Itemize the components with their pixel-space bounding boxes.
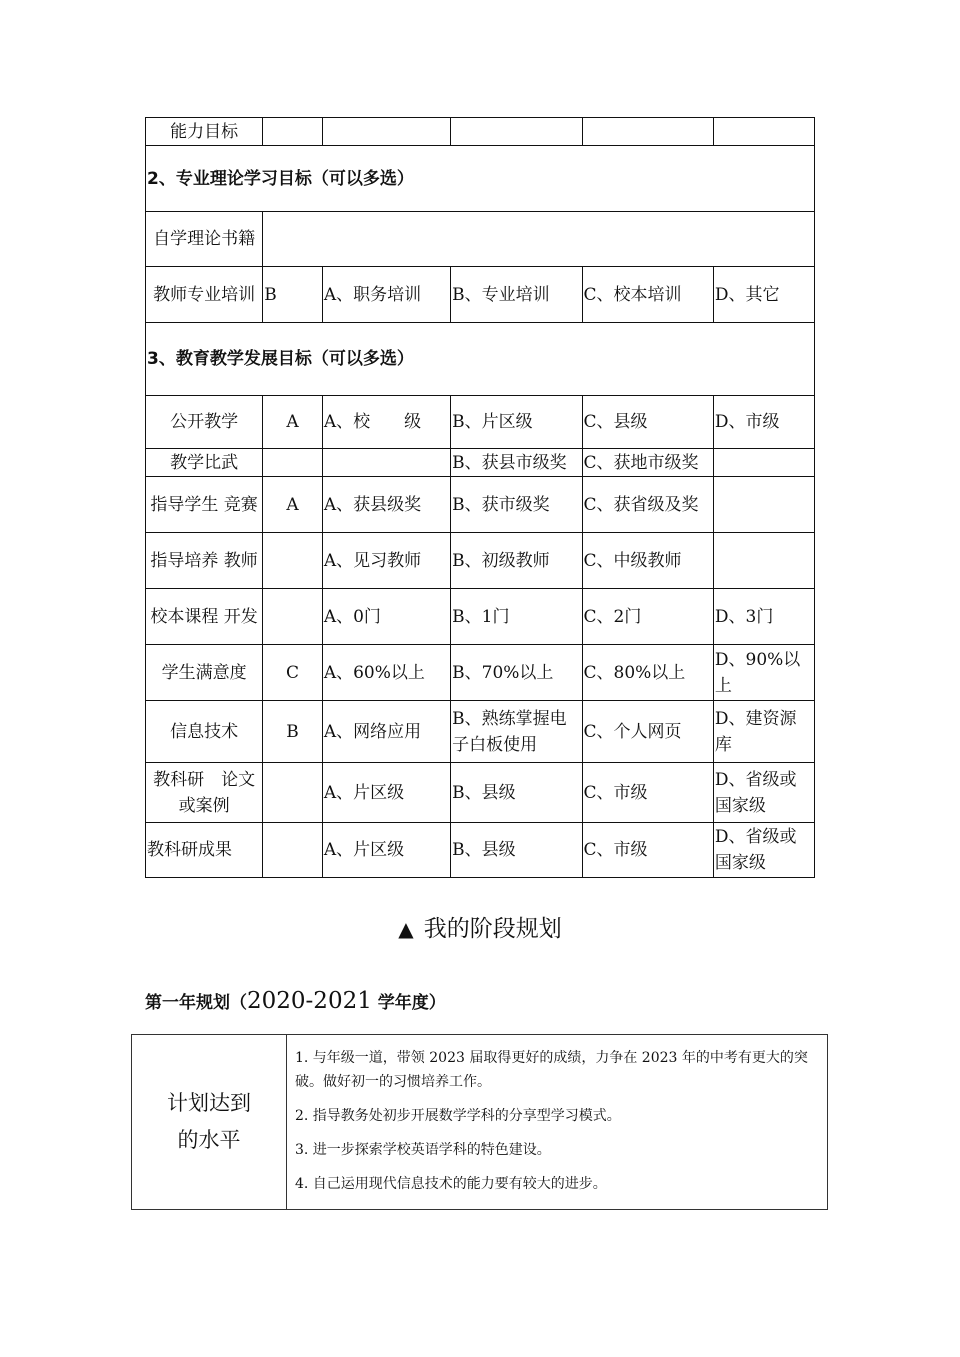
option-cell: B、获县市级奖 — [451, 449, 582, 477]
row-label: 校本课程 开发 — [146, 589, 263, 645]
table-row — [146, 701, 815, 763]
row-label: 教师专业培训 — [146, 267, 263, 323]
option-cell: B、获市级奖 — [451, 477, 582, 533]
option-cell: A、获县级奖 — [322, 477, 450, 533]
row-label: 自学理论书籍 — [146, 212, 263, 267]
option-cell: C、个人网页 — [582, 701, 713, 763]
selected-cell — [263, 763, 323, 823]
option-cell: B、片区级 — [451, 396, 582, 449]
plan-item: 3. 进一步探索学校英语学科的特色建设。 — [295, 1142, 551, 1158]
table-row — [146, 449, 815, 477]
option-cell: A、校 级 — [322, 396, 450, 449]
table-row — [146, 823, 815, 878]
option-cell — [713, 449, 814, 477]
section-row — [146, 146, 815, 212]
option-cell: A、职务培训 — [322, 267, 450, 323]
option-cell: D、建资源库 — [713, 701, 814, 763]
option-cell: A、片区级 — [322, 823, 450, 878]
option-cell: A、网络应用 — [322, 701, 450, 763]
first-year-heading — [145, 988, 446, 1014]
option-cell: A、见习教师 — [322, 533, 450, 589]
plan-items — [287, 1035, 828, 1210]
option-cell: B、1门 — [451, 589, 582, 645]
option-cell: A、片区级 — [322, 763, 450, 823]
option-cell: B、县级 — [451, 823, 582, 878]
table-row — [146, 396, 815, 449]
section-title: 2、专业理论学习目标（可以多选） — [146, 146, 815, 212]
option-cell: C、市级 — [582, 763, 713, 823]
development-goals-table — [145, 117, 815, 878]
selected-cell: B — [263, 267, 323, 323]
option-cell: B、县级 — [451, 763, 582, 823]
option-cell — [582, 118, 713, 146]
row-label: 教学比武 — [146, 449, 263, 477]
selected-cell — [263, 118, 323, 146]
stage-plan-heading — [0, 910, 960, 943]
option-cell: C、获地市级奖 — [582, 449, 713, 477]
table-row — [146, 267, 815, 323]
table-row — [146, 589, 815, 645]
option-cell — [713, 477, 814, 533]
table-row — [146, 763, 815, 823]
selected-cell: B — [263, 701, 323, 763]
triangle-up-icon: ▲ — [398, 917, 414, 941]
section-title: 3、教育教学发展目标（可以多选） — [146, 323, 815, 396]
selected-cell — [263, 449, 323, 477]
row-label: 教科研 论文或案例 — [146, 763, 263, 823]
option-cell — [322, 118, 450, 146]
option-cell: C、中级教师 — [582, 533, 713, 589]
table-row — [146, 533, 815, 589]
option-cell: D、90%以上 — [713, 645, 814, 701]
option-cell — [322, 449, 450, 477]
option-cell: D、市级 — [713, 396, 814, 449]
option-cell: B、熟练掌握电子白板使用 — [451, 701, 582, 763]
option-cell: D、其它 — [713, 267, 814, 323]
first-year-suffix: 学年度） — [371, 993, 446, 1013]
section-row — [146, 323, 815, 396]
row-label: 公开教学 — [146, 396, 263, 449]
row-label: 教科研成果 — [146, 823, 263, 878]
table-row — [146, 477, 815, 533]
table-row — [146, 645, 815, 701]
option-cell: C、80%以上 — [582, 645, 713, 701]
selected-cell: C — [263, 645, 323, 701]
selected-cell — [263, 823, 323, 878]
row-label: 能力目标 — [146, 118, 263, 146]
option-cell: D、3门 — [713, 589, 814, 645]
selected-cell — [263, 589, 323, 645]
table-row — [132, 1035, 828, 1210]
table-row — [146, 212, 815, 267]
option-cell: B、初级教师 — [451, 533, 582, 589]
plan-item: 4. 自己运用现代信息技术的能力要有较大的进步。 — [295, 1176, 607, 1192]
row-label: 指导学生 竞赛 — [146, 477, 263, 533]
option-cell: A、0门 — [322, 589, 450, 645]
option-cell: C、校本培训 — [582, 267, 713, 323]
answer-cell — [263, 212, 815, 267]
plan-item: 1. 与年级一道，带领 2023 届取得更好的成绩，力争在 2023 年的中考有更大的突破。做好初一的习惯培养工作。 — [295, 1050, 808, 1090]
row-label: 信息技术 — [146, 701, 263, 763]
option-cell: C、获省级及奖 — [582, 477, 713, 533]
row-label: 指导培养 教师 — [146, 533, 263, 589]
option-cell: B、70%以上 — [451, 645, 582, 701]
option-cell: C、县级 — [582, 396, 713, 449]
first-year-prefix: 第一年规划（ — [145, 993, 247, 1013]
first-year-plan-table — [131, 1034, 828, 1210]
option-cell — [713, 533, 814, 589]
option-cell: B、专业培训 — [451, 267, 582, 323]
option-cell — [713, 118, 814, 146]
plan-label-text: 计划达到的水平 — [167, 1091, 251, 1152]
row-label: 学生满意度 — [146, 645, 263, 701]
option-cell: C、市级 — [582, 823, 713, 878]
plan-item: 2. 指导教务处初步开展数学学科的分享型学习模式。 — [295, 1108, 621, 1124]
table-row — [146, 118, 815, 146]
stage-plan-title: 我的阶段规划 — [423, 916, 562, 942]
option-cell: A、60%以上 — [322, 645, 450, 701]
selected-cell: A — [263, 477, 323, 533]
option-cell: D、省级或国家级 — [713, 763, 814, 823]
selected-cell: A — [263, 396, 323, 449]
option-cell — [451, 118, 582, 146]
first-year-years: 2020-2021 — [247, 988, 372, 1014]
selected-cell — [263, 533, 323, 589]
plan-label — [132, 1035, 287, 1210]
option-cell: D、省级或国家级 — [713, 823, 814, 878]
option-cell: C、2门 — [582, 589, 713, 645]
